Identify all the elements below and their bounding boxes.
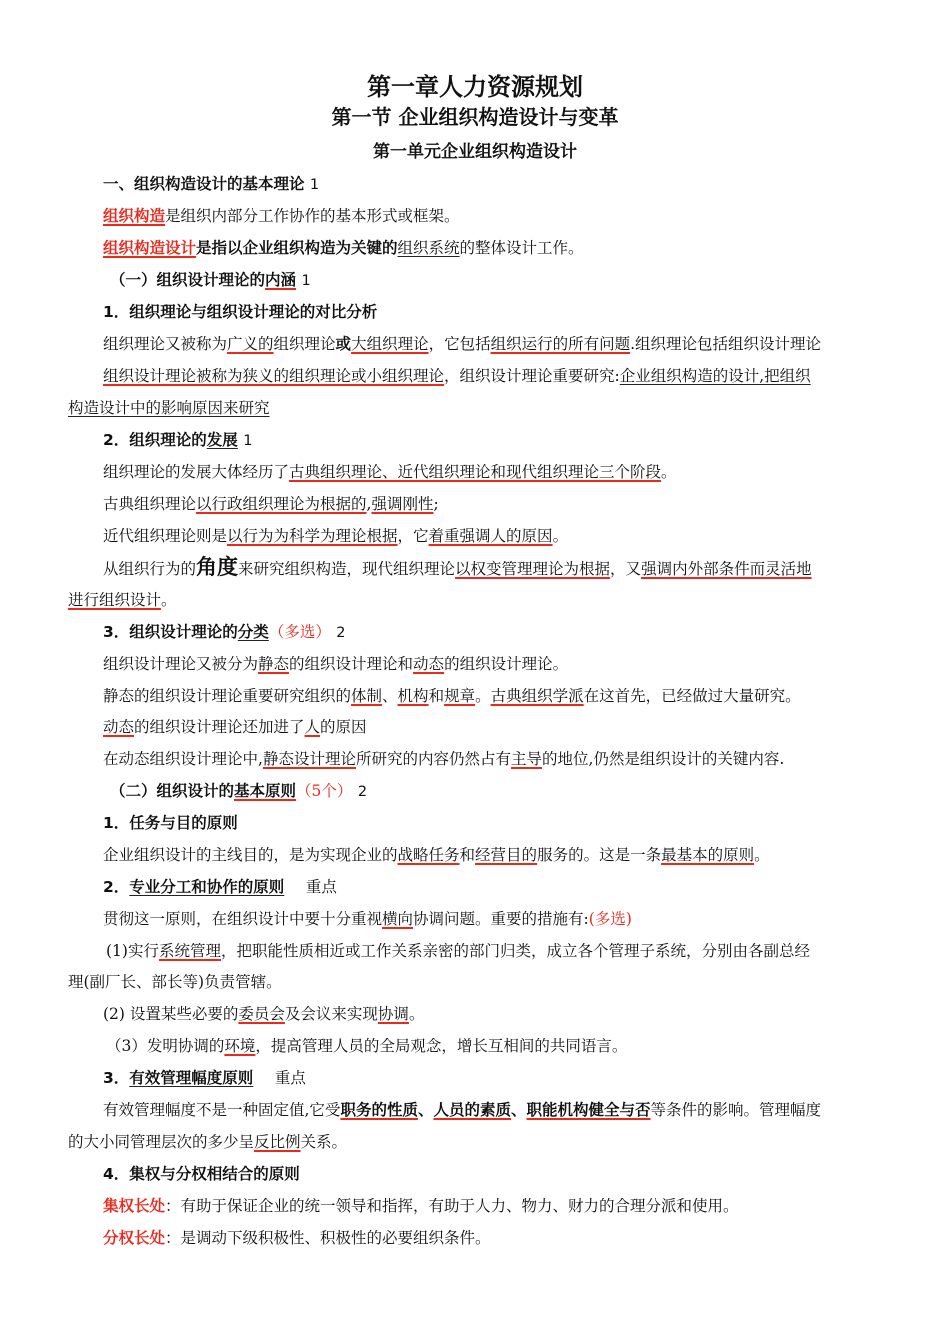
text: 关系。 [300, 1133, 348, 1151]
paragraph-static-dominant [103, 748, 784, 770]
text: .组织理论包括组织设计理论 [630, 335, 822, 353]
text: 组织设计理论又被分为 [103, 655, 259, 673]
text: ，提高管理人员的全局观念，增长互相间的共同语言。 [255, 1037, 628, 1055]
text: 。 [161, 591, 177, 609]
text: 是组织内部分工作协作的基本形式或框架。 [165, 207, 460, 225]
paragraph-org-design [103, 237, 584, 259]
paragraph-task-goal [103, 844, 770, 866]
underlined-text: 环境 [224, 1037, 256, 1055]
text: ：是调动下级积极性、积极性的必要组织条件。 [165, 1229, 491, 1247]
text: 。 [408, 1005, 425, 1023]
text: 组织理论的发展大体经历了 [103, 463, 290, 481]
text: 。 [552, 527, 569, 545]
text: (1)实行 [106, 942, 159, 960]
underlined-text: 古典组织理论、近代组织理论和现代组织理论三个阶段 [289, 463, 662, 481]
underlined-text: 着重强调人的原因 [428, 527, 553, 545]
paragraph-org-structure [103, 205, 460, 227]
underlined-text: 战略任务 [397, 846, 460, 864]
heading-text: （二）组织设计的 [110, 782, 235, 800]
paragraph-modern-early [103, 525, 568, 547]
underlined-text: 古典组织学派 [490, 687, 584, 705]
text: 、 [510, 1101, 527, 1119]
paragraph-contemporary [103, 556, 812, 580]
underlined-text: 经营目的 [475, 846, 538, 864]
text: 企业组织设计的主线目的，是为实现企业的 [103, 846, 398, 864]
count-tag: （5个） [296, 782, 353, 800]
text: 的组织设计理论。 [444, 655, 569, 673]
text: 在这首先，已经做过大量研究。 [583, 687, 801, 705]
underlined-heading: 有效管理幅度原则 [129, 1069, 254, 1087]
text: 的整体设计工作。 [459, 239, 584, 257]
text: ，组织设计理论重要研究: [444, 367, 620, 385]
text: 从组织行为的 [103, 560, 197, 578]
text: ，它 [397, 527, 429, 545]
text: 古典组织理论 [103, 495, 197, 513]
heading-number: 2 [336, 625, 346, 641]
term-org-structure: 组织构造 [103, 207, 166, 225]
underlined-text: 反比例 [254, 1133, 301, 1151]
paragraph-broad-theory [103, 333, 821, 355]
paragraph-three-stages [103, 461, 677, 483]
heading-comparison: 1．组织理论与组织设计理论的对比分析 [103, 303, 378, 321]
underlined-text: 强调内外部条件而灵活地 [641, 560, 812, 578]
underlined-heading: 基本原则 [234, 782, 297, 800]
underlined-text: 组织设计理论被称为狭义的组织理论或小组织理论 [103, 367, 445, 385]
text: 和 [428, 687, 445, 705]
underlined-text: 体制 [351, 687, 383, 705]
text: 和 [459, 846, 476, 864]
underlined-text: 人 [304, 718, 321, 736]
heading-connotation [110, 269, 311, 292]
text: 。 [661, 463, 677, 481]
heading-text: 3． [103, 1069, 130, 1087]
heading-number: 1 [301, 273, 311, 289]
text: 的地位,仍然是组织设计的关键内容. [541, 750, 785, 768]
underlined-text: 进行组织设计 [68, 591, 162, 609]
text: ，又 [610, 560, 642, 578]
heading-text: 一、组织构造设计的基本理论 [103, 175, 305, 193]
section-title: 第一节 企业组织构造设计与变革 [331, 105, 619, 129]
underlined-text: 静态设计理论 [262, 750, 356, 768]
text: 服务的。这是一条 [537, 846, 662, 864]
text: ; [433, 495, 439, 513]
underlined-bold-text: 职务的性质 [340, 1101, 418, 1119]
text: ，把职能性质相近或工作关系亲密的部门归类，成立各个管理子系统，分别由各副总经 [220, 942, 810, 960]
underlined-text: 静态 [258, 655, 290, 673]
paragraph-span-factors [103, 1099, 821, 1121]
term-org-design: 组织构造设计 [103, 239, 197, 257]
underlined-heading: 发展 [206, 431, 238, 449]
paragraph-static-theory [103, 685, 801, 707]
multi-choice-tag: (多选) [588, 910, 632, 928]
paragraph-span-factors-cont [68, 1131, 347, 1153]
underlined-text: 以行为为科学为理论根据 [227, 527, 398, 545]
text: 的组织设计理论和 [289, 655, 414, 673]
underlined-heading: 内涵 [265, 271, 297, 289]
underlined-text: 委员会 [238, 1005, 285, 1023]
paragraph-horizontal [103, 908, 632, 930]
text: 有效管理幅度不是一种固定值,它受 [103, 1101, 341, 1119]
text: 贯彻这一原则，在组织设计中要十分重视 [103, 910, 383, 928]
paragraph-classical [103, 493, 439, 515]
underlined-text: 规章 [444, 687, 476, 705]
heading-number: 2 [357, 784, 368, 800]
underlined-text: 主导 [510, 750, 542, 768]
heading-classification [103, 621, 345, 644]
text: 所研究的内容仍然占有 [355, 750, 511, 768]
text: 组织理论 [273, 335, 336, 353]
underlined-text: 系统管理 [158, 942, 221, 960]
paragraph-static-dynamic [103, 653, 568, 675]
text: 的大小同管理层次的多少呈 [68, 1133, 255, 1151]
paragraph-narrow-theory-cont [68, 397, 270, 419]
term-centralization: 集权长处 [103, 1197, 166, 1215]
heading-number: 1 [309, 177, 320, 193]
underlined-heading: 专业分工和协作的原则 [129, 878, 285, 896]
underlined-text: 广义的 [227, 335, 274, 353]
emphasis-text: 角度 [196, 555, 239, 579]
underlined-text: 最基本的原则 [661, 846, 755, 864]
heading-text: （一）组织设计理论的 [110, 271, 266, 289]
text: 静态的组织设计理论重要研究组织的 [103, 687, 352, 705]
underlined-text: 构造设计中的影响原因来研究 [68, 399, 270, 417]
heading-division-cooperation [103, 876, 337, 898]
text: 组织理论又被称为 [103, 335, 228, 353]
paragraph-measure-1 [106, 940, 810, 962]
underlined-text: 横向 [382, 910, 414, 928]
text: ：有助于保证企业的统一领导和指挥，有助于人力、物力、财力的合理分派和使用。 [165, 1197, 739, 1215]
text: , [366, 495, 372, 513]
heading-text: 3．组织设计理论的 [103, 623, 238, 641]
paragraph-decentralization-merits [103, 1227, 491, 1249]
text: 是指以企业组织构造为关键的 [196, 239, 398, 257]
paragraph-centralization-merits [103, 1195, 739, 1217]
underlined-heading: 分类 [237, 623, 269, 641]
heading-basic-theory [103, 173, 319, 196]
heading-span-of-control [103, 1067, 306, 1089]
text: 来研究组织构造，现代组织理论 [238, 560, 456, 578]
heading-text: 2．组织理论的 [103, 431, 207, 449]
chapter-title: 第一章人力资源规划 [367, 73, 583, 101]
underlined-text: 强调刚性 [371, 495, 434, 513]
paragraph-measure-1-cont: 理(副厂长、部长等)负责管辖。 [68, 973, 282, 991]
multi-choice-tag: （多选） [268, 623, 331, 641]
text: 近代组织理论则是 [103, 527, 228, 545]
underlined-bold-text: 人员的素质 [433, 1101, 511, 1119]
paragraph-narrow-theory [103, 365, 811, 387]
underlined-bold-text: 职能机构健全与否 [526, 1101, 651, 1119]
heading-text: 2． [103, 878, 130, 896]
underlined-text: 动态 [103, 718, 135, 736]
underlined-text: 企业组织构造的设计,把组织 [619, 367, 811, 385]
key-point-tag: 重点 [305, 878, 337, 896]
underlined-text: 以权变管理理论为根据 [455, 560, 611, 578]
text: 或 [335, 335, 352, 353]
heading-task-goal: 1．任务与目的原则 [103, 814, 238, 832]
text: 的组织设计理论还加进了 [134, 718, 305, 736]
text: 、 [417, 1101, 434, 1119]
text: (2) 设置某些必要的 [103, 1005, 239, 1023]
underlined-text: 机构 [397, 687, 429, 705]
term-decentralization: 分权长处 [103, 1229, 166, 1247]
text: 。 [475, 687, 491, 705]
paragraph-measure-2 [103, 1003, 424, 1025]
heading-number: 1 [243, 433, 253, 449]
paragraph-measure-3 [106, 1035, 627, 1057]
underlined-text: 组织系统 [397, 239, 460, 257]
heading-basic-principles [110, 780, 367, 803]
text: 的原因 [320, 718, 367, 736]
paragraph-contemporary-cont [68, 589, 177, 611]
text: 及会议来实现 [284, 1005, 378, 1023]
text: 在动态组织设计理论中, [103, 750, 263, 768]
unit-title: 第一单元企业组织构造设计 [373, 142, 577, 162]
paragraph-dynamic-theory [103, 716, 367, 738]
text: 。 [754, 846, 770, 864]
text: ，它包括 [428, 335, 491, 353]
text: 、 [382, 687, 398, 705]
key-point-tag: 重点 [274, 1069, 306, 1087]
underlined-text: 组织运行的所有问题 [490, 335, 631, 353]
heading-centralization: 4．集权与分权相结合的原则 [103, 1165, 300, 1183]
underlined-text: 协调 [377, 1005, 409, 1023]
underlined-text: 动态 [413, 655, 445, 673]
text: 协调问题。重要的措施有: [413, 910, 589, 928]
text: （3）发明协调的 [106, 1037, 225, 1055]
underlined-text: 大组织理论 [351, 335, 429, 353]
underlined-text: 以行政组织理论为根据的 [196, 495, 367, 513]
heading-development [103, 429, 252, 452]
text: 等条件的影响。管理幅度 [650, 1101, 822, 1119]
